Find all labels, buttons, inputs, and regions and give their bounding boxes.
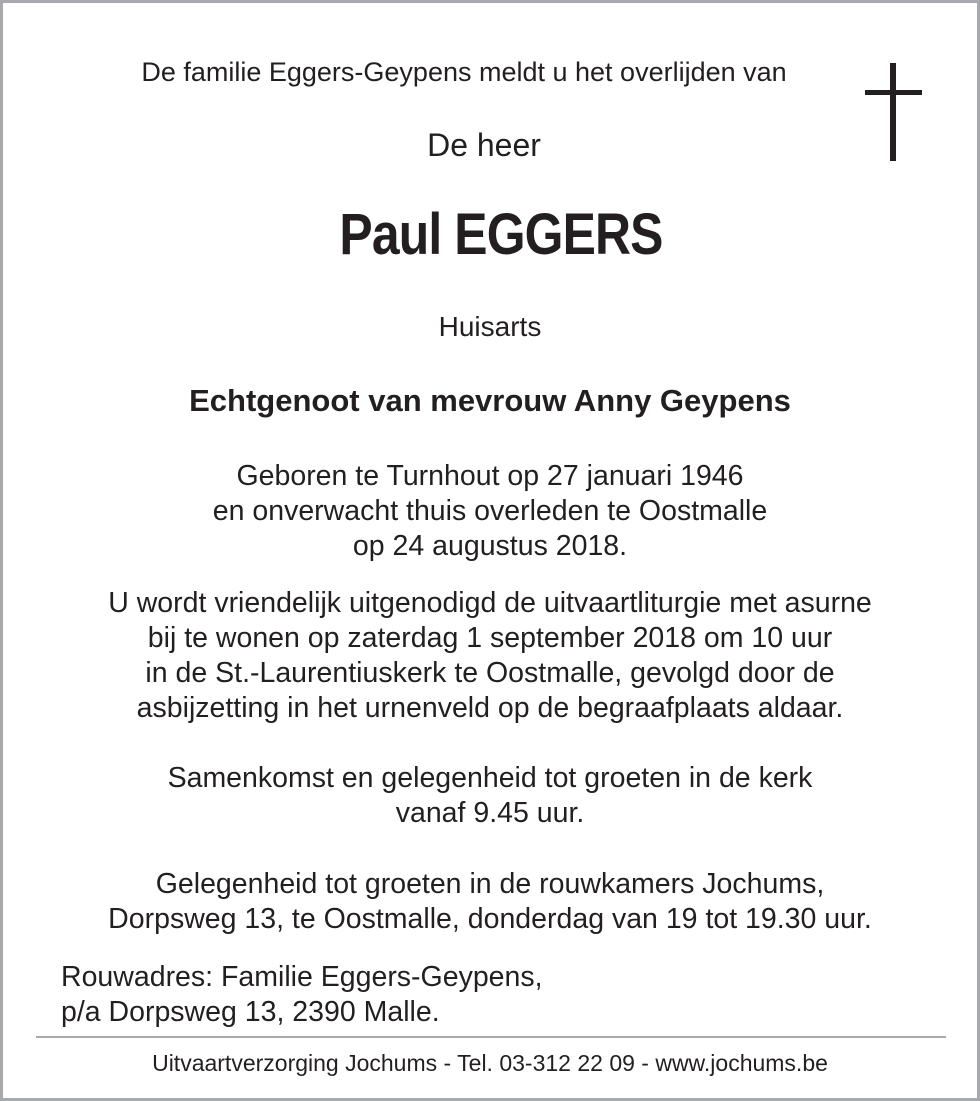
address-line: p/a Dorpsweg 13, 2390 Malle.	[61, 996, 440, 1028]
paragraph-line: op 24 augustus 2018.	[352, 530, 628, 562]
paragraph-line: Gelegenheid tot groeten in de rouwkamers Jochums,	[155, 868, 825, 900]
funeral-invitation-paragraph	[3, 586, 977, 726]
paragraph-line: in de St.-Laurentiuskerk te Oostmalle, gevolgd door de	[145, 657, 835, 689]
paragraph-line: Geboren te Turnhout op 27 januari 1946	[236, 460, 744, 492]
paragraph-line: U wordt vriendelijk uitgenodigd de uitvaartliturgie met asurne	[108, 587, 872, 619]
gathering-paragraph	[3, 761, 977, 831]
paragraph-line: asbijzetting in het urnenveld op de begraafplaats aldaar.	[136, 692, 844, 724]
profession-text: Huisarts	[438, 311, 542, 342]
footer-divider	[36, 1036, 946, 1038]
honorific-title: De heer	[427, 127, 541, 163]
paragraph-line: bij te wonen op zaterdag 1 september 2018 om 10 uur	[147, 622, 833, 654]
condolence-visit-paragraph	[3, 867, 977, 937]
paragraph-line: en onverwacht thuis overleden te Oostmalle	[212, 495, 768, 527]
paragraph-line: vanaf 9.45 uur.	[395, 797, 585, 829]
address-line: Rouwadres: Familie Eggers-Geypens,	[61, 961, 543, 993]
intro-text: De familie Eggers-Geypens meldt u het overlijden van	[141, 57, 787, 87]
deceased-name: Paul EGGERS	[339, 202, 663, 267]
paragraph-line: Dorpsweg 13, te Oostmalle, donderdag van 19 tot 19.30 uur.	[108, 903, 872, 935]
birth-death-paragraph	[3, 459, 977, 564]
mourning-address	[61, 960, 543, 1030]
funeral-home-footer: Uitvaartverzorging Jochums - Tel. 03-312 22 09 - www.jochums.be	[152, 1050, 828, 1076]
paragraph-line: Samenkomst en gelegenheid tot groeten in de kerk	[167, 762, 813, 794]
spouse-text: Echtgenoot van mevrouw Anny Geypens	[189, 383, 791, 418]
cross-horizontal-bar	[865, 90, 922, 95]
